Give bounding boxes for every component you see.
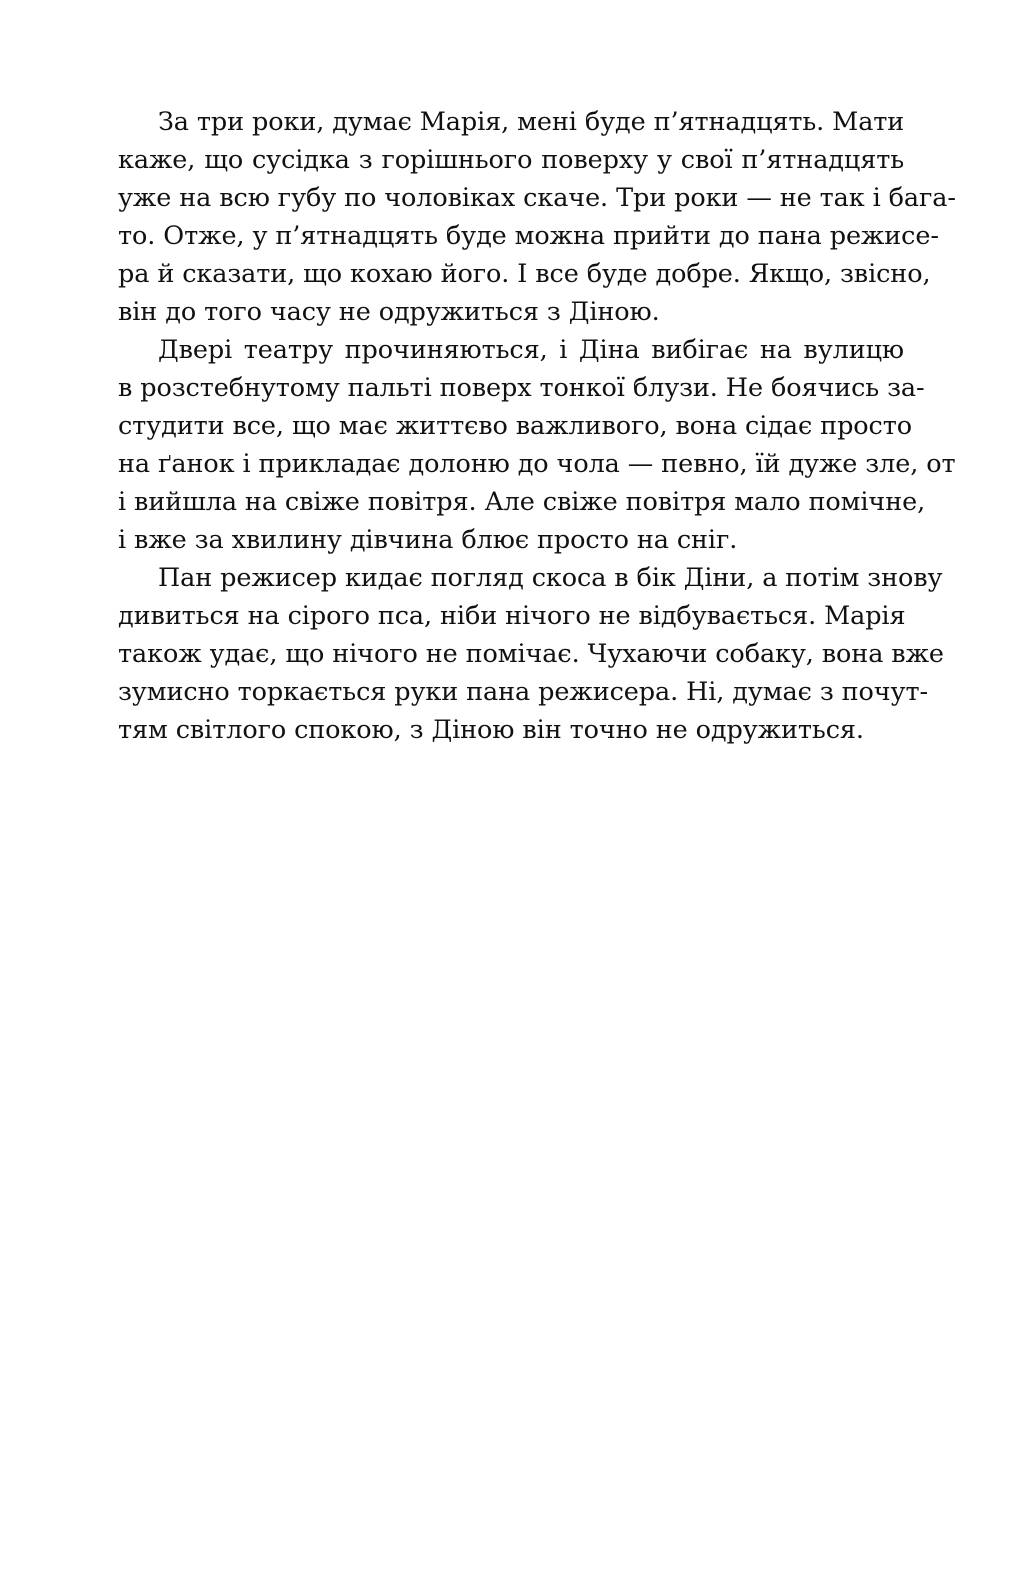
paragraph-2-line-6: і вже за хвилину дівчина блює просто на сніг. [118,525,738,555]
paragraph-2-line-2: в розстебнутому пальті поверх тонкої блузи. Не боячись за- [118,373,925,403]
paragraph-2-line-1: Двері театру прочиняються, і Діна вибігає на вулицю [158,335,904,365]
paragraph-1-line-4: то. Отже, у п’ятнадцять буде можна прийти до пана режисе- [118,221,939,251]
paragraph-2-line-4: на ґанок і прикладає долоню до чола — певно, їй дуже зле, от [118,449,956,479]
paragraph-3-line-4: зумисно торкається руки пана режисера. Ні, думає з почут- [118,677,928,707]
body-text [118,103,956,749]
paragraph-1-line-5: ра й сказати, що кохаю його. І все буде добре. Якщо, звісно, [118,259,931,289]
paragraph-3-line-3: також удає, що нічого не помічає. Чухаючи собаку, вона вже [118,639,944,669]
paragraph-2-line-5: і вийшла на свіже повітря. Але свіже повітря мало помічне, [118,487,926,517]
paragraph-1-line-2: каже, що сусідка з горішнього поверху у свої п’ятнадцять [118,145,904,175]
paragraph-3-line-1: Пан режисер кидає погляд скоса в бік Діни, а потім знову [158,563,943,593]
paragraph-1-line-3: уже на всю губу по чоловіках скаче. Три роки — не так і бага- [118,183,956,213]
paragraph-3-line-2: дивиться на сірого пса, ніби нічого не відбувається. Марія [118,601,906,631]
paragraph-3-line-5: тям світлого спокою, з Діною він точно не одружиться. [118,715,864,745]
paragraph-2-line-3: студити все, що має життєво важливого, вона сідає просто [118,411,912,441]
paragraph-1-line-1: За три роки, думає Марія, мені буде п’ятнадцять. Мати [158,107,905,137]
paragraph-1-line-6: він до того часу не одружиться з Діною. [118,297,660,327]
